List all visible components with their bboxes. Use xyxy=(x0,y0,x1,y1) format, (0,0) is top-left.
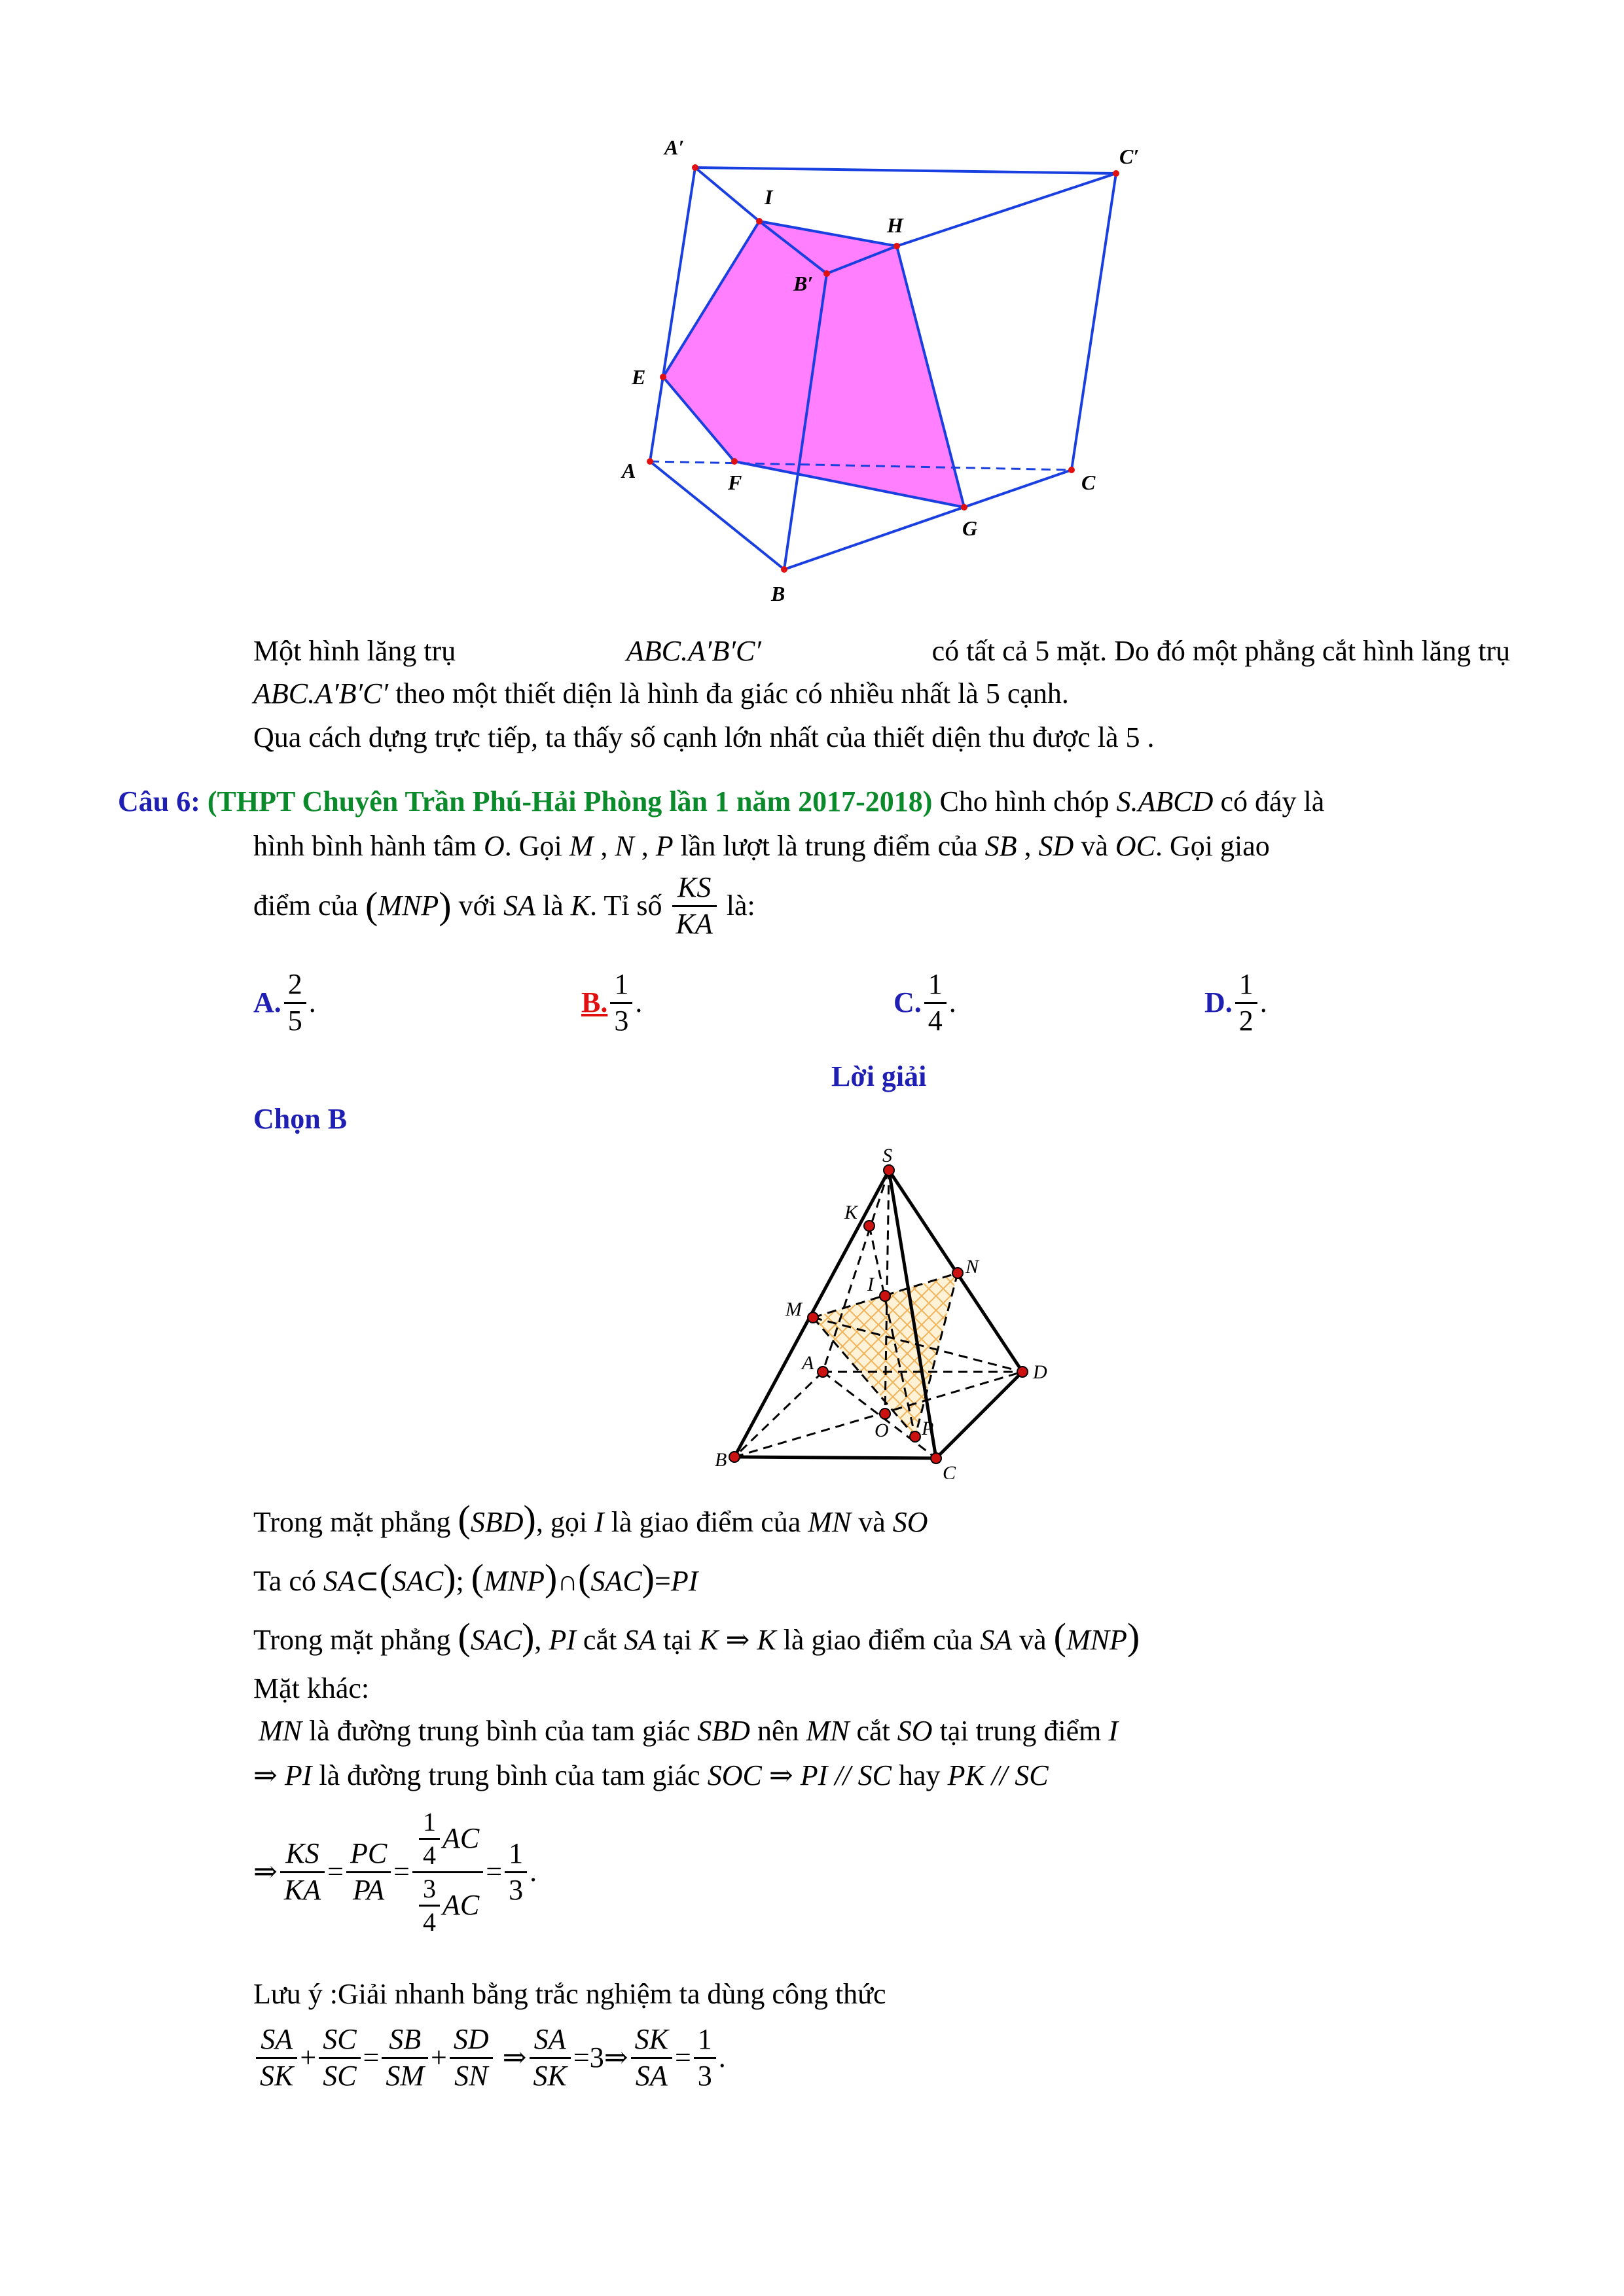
sol5-b: nên xyxy=(757,1715,799,1747)
answer-c-num: 1 xyxy=(924,967,947,1004)
sol2-a: Ta có xyxy=(253,1565,316,1597)
paren-close: ) xyxy=(439,884,452,927)
f-plus-2: + xyxy=(431,2041,447,2073)
question-line3 xyxy=(253,870,755,942)
prism-name-2: ABC.A′B′C′ xyxy=(253,677,389,709)
label-C1: C′ xyxy=(1119,145,1140,168)
f-SK-2: SK xyxy=(533,2059,567,2092)
sol3-b: , xyxy=(534,1624,542,1656)
answer-a-letter: A. xyxy=(253,986,281,1018)
sol1-c: là giao điểm của xyxy=(611,1506,801,1538)
eq-result-den: 3 xyxy=(509,1873,524,1906)
eq-PC: PC xyxy=(346,1837,391,1873)
sol2-SA: SA xyxy=(323,1565,355,1597)
sol5-c: cắt xyxy=(856,1715,890,1747)
eq-AC-2: AC xyxy=(442,1888,480,1921)
sol6-arrow: ⇒ xyxy=(253,1759,278,1791)
answer-a[interactable] xyxy=(253,967,316,1039)
f-result-den: 3 xyxy=(697,2059,712,2092)
para1-line2-text: theo một thiết diện là hình đa giác có nhiều nhất là 5 cạnh. xyxy=(395,677,1069,709)
f-sa-sk-2 xyxy=(530,2022,571,2094)
eq-quarter xyxy=(419,1806,440,1871)
pyr-label-D: D xyxy=(1033,1361,1047,1383)
sol1-b: , gọi xyxy=(535,1506,588,1538)
sol2-p1: ( xyxy=(379,1556,392,1599)
q-M: M xyxy=(569,830,594,862)
pyr-label-A: A xyxy=(802,1352,814,1374)
q-with: với xyxy=(458,889,497,922)
sol-line1 xyxy=(253,1498,928,1541)
sol1-MN: MN xyxy=(808,1506,852,1538)
f-SA: SA xyxy=(256,2022,297,2059)
f-SN: SN xyxy=(454,2059,488,2092)
pyr-label-N: N xyxy=(965,1256,979,1278)
choose-answer: Chọn B xyxy=(253,1103,348,1135)
para1-text-b: có tất cả 5 mặt. Do đó một phẳng cắt hình lăng trụ xyxy=(931,635,1510,667)
q-is: là xyxy=(542,889,564,922)
q-P: P xyxy=(655,830,674,862)
f-result xyxy=(694,2022,716,2094)
label-I: I xyxy=(765,185,773,209)
sol5-d: tại trung điểm xyxy=(939,1715,1102,1747)
formula-line xyxy=(253,2022,726,2094)
q-K: K xyxy=(570,889,590,922)
answer-a-den: 5 xyxy=(287,1004,302,1037)
label-A1: A′ xyxy=(664,135,685,159)
eq-compound-num xyxy=(412,1806,483,1873)
q-and: và xyxy=(1081,830,1108,862)
answer-d-letter: D. xyxy=(1204,986,1233,1018)
f-arrow-2: ⇒ xyxy=(604,2041,628,2073)
answer-d-fraction xyxy=(1235,967,1257,1039)
sol-line4: Mặt khác: xyxy=(253,1672,370,1704)
para1-line2 xyxy=(253,677,1069,711)
sol1-SO: SO xyxy=(892,1506,928,1538)
sol6-a: là đường trung bình của tam giác xyxy=(319,1759,700,1791)
label-E: E xyxy=(632,365,646,389)
q2-text-c: lần lượt là trung điểm của xyxy=(680,830,978,862)
q-text: Cho hình chóp xyxy=(939,785,1110,817)
sol6-par1: PI // SC xyxy=(800,1759,892,1791)
sol2-p4: ) xyxy=(544,1556,558,1599)
pyr-label-P: P xyxy=(922,1418,934,1439)
label-A: A xyxy=(622,459,636,482)
sol6-PI: PI xyxy=(284,1759,312,1791)
f-SC: SC xyxy=(319,2022,360,2059)
eq-KS: KS xyxy=(280,1837,325,1873)
q-N: N xyxy=(615,830,634,862)
answer-a-fraction xyxy=(284,967,306,1039)
q-MNP: MNP xyxy=(378,889,439,922)
q-tail: là: xyxy=(726,889,755,922)
answer-c[interactable] xyxy=(893,967,956,1039)
sol2-SAC-b: SAC xyxy=(590,1565,642,1597)
label-F: F xyxy=(728,471,742,494)
f-SM: SM xyxy=(386,2059,425,2092)
q-ratio-word: . Tỉ số xyxy=(590,889,662,922)
label-G: G xyxy=(962,516,978,540)
pyr-label-S: S xyxy=(882,1145,892,1166)
eq-q3: 3 xyxy=(419,1873,440,1907)
q-ratio-num: KS xyxy=(672,870,717,907)
pyr-label-O: O xyxy=(875,1420,889,1441)
sol2-p5: ( xyxy=(578,1556,591,1599)
sol5-a: là đường trung bình của tam giác xyxy=(309,1715,691,1747)
answer-b-letter: B. xyxy=(581,986,608,1018)
label-C: C xyxy=(1081,471,1096,494)
sol5-SO: SO xyxy=(897,1715,933,1747)
eq-KA: KA xyxy=(283,1873,321,1906)
f-SK-3: SK xyxy=(631,2022,672,2059)
eq-equals-2: = xyxy=(393,1855,410,1888)
question-source: (THPT Chuyên Trần Phú-Hải Phòng lần 1 năm 2017-2018) xyxy=(207,785,933,817)
sol3-PI: PI xyxy=(549,1624,576,1656)
q3-text: điểm của xyxy=(253,889,359,922)
sol5-I: I xyxy=(1108,1715,1119,1747)
sol2-p3: ( xyxy=(471,1556,484,1599)
f-three: 3 xyxy=(589,2041,604,2073)
para1-text: Một hình lăng trụ xyxy=(253,635,456,667)
answer-d-den: 2 xyxy=(1238,1004,1254,1037)
q-OC: OC xyxy=(1115,830,1155,862)
q-SB: SB xyxy=(984,830,1017,862)
eq-PA: PA xyxy=(353,1873,385,1906)
eq-q4: 4 xyxy=(423,1840,436,1870)
sol2-PI: PI xyxy=(670,1565,698,1597)
f-plus-1: + xyxy=(300,2041,317,2073)
sol1-SBD: SBD xyxy=(470,1506,524,1538)
eq-compound-frac xyxy=(412,1806,483,1938)
sol2-p2: ) xyxy=(443,1556,456,1599)
note-line: Lưu ý :Giải nhanh bằng trắc nghiệm ta dùng công thức xyxy=(253,1978,886,2010)
sol5-MN: MN xyxy=(259,1715,302,1747)
sol6-hay: hay xyxy=(899,1759,941,1791)
pyramid-figure xyxy=(707,1139,1074,1479)
f-SK: SK xyxy=(260,2059,294,2092)
sol6-par2: PK // SC xyxy=(947,1759,1049,1791)
f-eq-1: = xyxy=(363,2041,380,2073)
sol3-K-b: K xyxy=(757,1624,776,1656)
q-ratio-fraction xyxy=(672,870,717,942)
sol3-arrow: ⇒ xyxy=(725,1624,750,1656)
f-eq-3: = xyxy=(674,2041,691,2073)
sol-line3 xyxy=(253,1615,1140,1659)
answer-c-fraction xyxy=(924,967,947,1039)
sol3-d: tại xyxy=(663,1624,693,1656)
sol3-K: K xyxy=(699,1624,719,1656)
pyr-label-K: K xyxy=(844,1202,858,1223)
sol1-and: và xyxy=(858,1506,886,1538)
sol3-SA-b: SA xyxy=(980,1624,1013,1656)
paren-open: ( xyxy=(365,884,378,927)
sol5-SBD: SBD xyxy=(697,1715,750,1747)
q2-text-b: . Gọi xyxy=(504,830,562,862)
q-pyramid: S.ABCD xyxy=(1116,785,1214,817)
question-number: Câu 6: xyxy=(118,785,200,817)
sol2-semicolon: ; xyxy=(456,1565,464,1597)
q2-text: hình bình hành tâm xyxy=(253,830,477,862)
eq-arrow: ⇒ xyxy=(253,1855,278,1888)
pyr-label-C: C xyxy=(943,1462,956,1479)
q-SA: SA xyxy=(503,889,535,922)
pyr-label-M: M xyxy=(785,1299,802,1320)
answer-c-letter: C. xyxy=(893,986,922,1018)
pyr-label-B: B xyxy=(715,1449,727,1471)
answer-b-den: 3 xyxy=(614,1004,629,1037)
label-B: B xyxy=(771,582,785,605)
eq-result xyxy=(505,1837,527,1908)
f-sk-sa xyxy=(631,2022,672,2094)
sol1-paren-close: ) xyxy=(523,1498,536,1540)
eq-three-quarter xyxy=(419,1873,440,1938)
answer-c-dot: . xyxy=(948,986,956,1018)
answer-a-num: 2 xyxy=(284,967,306,1004)
ratio-equation xyxy=(253,1806,537,1937)
sol2-subset: ⊂ xyxy=(355,1565,380,1597)
sol3-and: và xyxy=(1019,1624,1047,1656)
eq-dot: . xyxy=(530,1855,537,1888)
f-arrow-1: ⇒ xyxy=(502,2041,527,2073)
eq-equals-1: = xyxy=(327,1855,344,1888)
sol3-e: là giao điểm của xyxy=(783,1624,973,1656)
q2-text-d: . Gọi giao xyxy=(1155,830,1270,862)
sol5-MN-b: MN xyxy=(806,1715,850,1747)
answer-c-den: 4 xyxy=(928,1004,943,1037)
answer-d-num: 1 xyxy=(1235,967,1257,1004)
sol2-eq: = xyxy=(654,1565,671,1597)
f-sd-sn xyxy=(450,2022,493,2094)
sol3-c: cắt xyxy=(583,1624,617,1656)
f-result-num: 1 xyxy=(694,2022,716,2059)
f-sc-sc xyxy=(319,2022,360,2094)
eq-compound-den xyxy=(412,1873,483,1938)
solution-heading: Lời giải xyxy=(831,1060,927,1092)
answer-b-dot: . xyxy=(635,986,643,1018)
q-ratio-den: KA xyxy=(676,907,713,940)
f-sb-sm xyxy=(382,2022,428,2094)
sol3-SA: SA xyxy=(624,1624,657,1656)
sol3-MNP: MNP xyxy=(1066,1624,1127,1656)
para1-line3: Qua cách dựng trực tiếp, ta thấy số cạnh lớn nhất của thiết diện thu được là 5 . xyxy=(253,721,1155,753)
answer-d[interactable] xyxy=(1204,967,1267,1039)
sol3-SAC: SAC xyxy=(470,1624,522,1656)
sol6-SOC: SOC xyxy=(707,1759,762,1791)
answer-b-fraction xyxy=(610,967,632,1039)
sol2-p6: ) xyxy=(641,1556,655,1599)
sol-line2 xyxy=(253,1556,698,1600)
q-SD: SD xyxy=(1038,830,1074,862)
q-O: O xyxy=(483,830,505,862)
sol6-arrow-b: ⇒ xyxy=(768,1759,793,1791)
f-SC-b: SC xyxy=(323,2059,357,2092)
sol1-paren-open: ( xyxy=(458,1498,471,1540)
sol1-a: Trong mặt phẳng xyxy=(253,1506,451,1538)
eq-equals-3: = xyxy=(486,1855,503,1888)
eq-q4-b: 4 xyxy=(423,1907,436,1937)
question-line2: hình bình hành tâm O. Gọi M , N , P lần lượt là trung điểm của SB , SD và OC. Gọi giao xyxy=(253,830,1270,862)
q-text-b: có đáy là xyxy=(1220,785,1325,817)
sol2-cap: ∩ xyxy=(557,1565,579,1597)
eq-frac-ks-ka xyxy=(280,1837,325,1908)
eq-AC-1: AC xyxy=(442,1821,480,1854)
sol3-p4: ) xyxy=(1127,1615,1140,1658)
f-SD: SD xyxy=(450,2022,493,2059)
eq-q1: 1 xyxy=(419,1806,440,1840)
sol1-I: I xyxy=(594,1506,604,1538)
sol3-a: Trong mặt phẳng xyxy=(253,1624,451,1656)
f-SA-3: SA xyxy=(635,2059,668,2092)
answer-d-dot: . xyxy=(1259,986,1267,1018)
eq-result-num: 1 xyxy=(505,1837,527,1873)
f-dot: . xyxy=(718,2041,726,2073)
question-line1 xyxy=(118,785,1324,819)
label-H: H xyxy=(887,213,903,237)
f-SA-2: SA xyxy=(530,2022,571,2059)
answer-a-dot: . xyxy=(308,986,316,1018)
answer-b[interactable] xyxy=(581,967,642,1039)
sol3-p1: ( xyxy=(458,1615,471,1658)
pyr-label-I: I xyxy=(867,1274,874,1295)
prism-name: ABC.A′B′C′ xyxy=(626,635,761,667)
sol3-p3: ( xyxy=(1053,1615,1066,1658)
eq-frac-pc-pa xyxy=(346,1837,391,1908)
sol2-SAC: SAC xyxy=(391,1565,444,1597)
sol-line6 xyxy=(253,1759,1049,1793)
sol-line5 xyxy=(259,1715,1118,1748)
f-eq-2: = xyxy=(573,2041,590,2073)
prism-figure xyxy=(589,118,1152,615)
f-sa-sk xyxy=(256,2022,297,2094)
f-SB: SB xyxy=(382,2022,428,2059)
label-B1: B′ xyxy=(793,272,814,295)
para1-line1 xyxy=(253,635,1510,668)
sol3-p2: ) xyxy=(522,1615,535,1658)
sol2-MNP: MNP xyxy=(484,1565,545,1597)
answer-b-num: 1 xyxy=(610,967,632,1004)
